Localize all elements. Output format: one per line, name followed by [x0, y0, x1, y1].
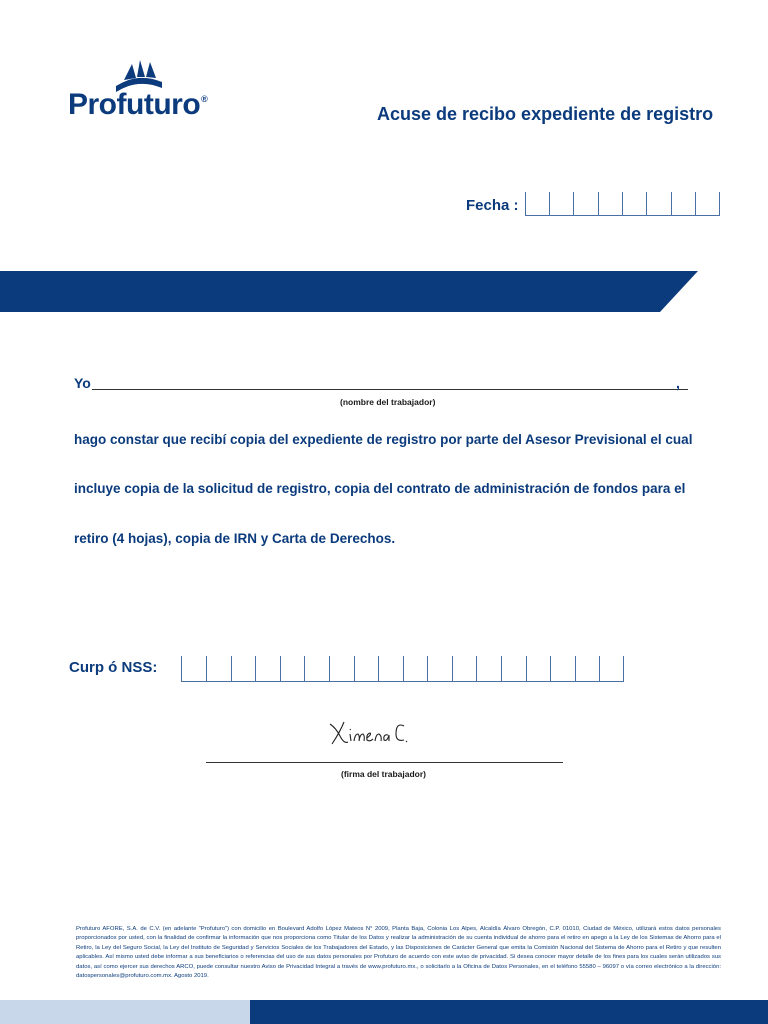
- curp-char-box[interactable]: [501, 656, 526, 682]
- footer-band-light: [0, 1000, 250, 1024]
- worker-name-line[interactable]: [92, 389, 688, 390]
- brand-name: Profuturo®: [68, 88, 208, 121]
- curp-char-box[interactable]: [550, 656, 575, 682]
- curp-char-box[interactable]: [231, 656, 256, 682]
- statement-line-3: retiro (4 hojas), copia de IRN y Carta de Derechos.: [74, 531, 396, 546]
- curp-char-box[interactable]: [255, 656, 280, 682]
- curp-char-box[interactable]: [181, 656, 206, 682]
- curp-char-box[interactable]: [280, 656, 305, 682]
- curp-char-box[interactable]: [427, 656, 452, 682]
- worker-prefix: Yo: [74, 375, 91, 391]
- signature-line[interactable]: [206, 762, 563, 763]
- date-digit-box[interactable]: [598, 192, 622, 216]
- curp-char-box[interactable]: [206, 656, 231, 682]
- date-digit-box[interactable]: [671, 192, 695, 216]
- curp-char-box[interactable]: [575, 656, 600, 682]
- document-title: Acuse de recibo expediente de registro: [377, 104, 714, 124]
- date-label: Fecha :: [466, 197, 519, 214]
- date-input-boxes[interactable]: [525, 192, 720, 216]
- curp-char-box[interactable]: [599, 656, 624, 682]
- curp-char-box[interactable]: [476, 656, 501, 682]
- worker-name-caption: (nombre del trabajador): [340, 397, 436, 407]
- curp-char-box[interactable]: [403, 656, 428, 682]
- profuturo-logo: [68, 58, 228, 128]
- date-digit-box[interactable]: [646, 192, 670, 216]
- handwritten-signature: [326, 714, 416, 750]
- curp-char-box[interactable]: [526, 656, 551, 682]
- date-field: [466, 190, 720, 216]
- curp-field: [69, 656, 624, 680]
- curp-char-box[interactable]: [304, 656, 329, 682]
- curp-char-box[interactable]: [452, 656, 477, 682]
- curp-input-boxes[interactable]: [181, 656, 624, 680]
- header-band: [0, 271, 698, 312]
- privacy-notice: Profuturo AFORE, S.A. de C.V. (en adelante “Profuturo”) con domicilio en Boulevard Adolfo López Mateos N° 2009, Planta Baja, Colonia Los Alpes, Alcaldía Álvaro Obregón, C.P. 01010, Ciudad de México, utilizará estos datos personales proporcionados por usted, con la finalidad de confirmar la información que nos proporciona como Titular de los Datos y realizar la administración de su cuenta individual de ahorro para el retiro en apego a la Ley de los Sistemas de Ahorro para el Retiro, la Ley del Seguro Social, la Ley del Instituto de Seguridad y Servicios Sociales de los Trabajadores del Estado, y las Disposiciones de Carácter General que emita la Comisión Nacional del Sistema de Ahorro para el Retiro y que resulten aplicables. Así mismo usted debe informar a sus beneficiarios o referencias del uso de sus datos personales por Profuturo de acuerdo con este aviso de privacidad. Si desea conocer mayor detalle de los fines para los cuales serán utilizados sus datos, así como ejercer sus derechos ARCO, puede consultar nuestro Aviso de Privacidad Integral a través de www.profuturo.mx., o solicitarlo a la Oficina de Datos Personales, en el teléfono 55580 – 96097 o vía correo electrónico a la dirección: datospersonales@profuturo.com.mx. Agosto 2019.: [76, 926, 721, 980]
- statement-line-2: incluye copia de la solicitud de registro, copia del contrato de administración de fondos para el: [74, 481, 686, 496]
- date-digit-box[interactable]: [525, 192, 549, 216]
- date-digit-box[interactable]: [695, 192, 719, 216]
- footer-band-dark: [250, 1000, 768, 1024]
- date-digit-box[interactable]: [622, 192, 646, 216]
- curp-char-box[interactable]: [354, 656, 379, 682]
- statement-line-1: hago constar que recibí copia del expediente de registro por parte del Asesor Previsional el cual: [74, 432, 693, 447]
- curp-label: Curp ó NSS:: [69, 659, 158, 676]
- date-digit-box[interactable]: [549, 192, 573, 216]
- worker-name-row: [74, 375, 694, 395]
- curp-char-box[interactable]: [378, 656, 403, 682]
- signature-caption: (firma del trabajador): [341, 769, 427, 779]
- date-digit-box[interactable]: [573, 192, 597, 216]
- curp-char-box[interactable]: [329, 656, 354, 682]
- worker-suffix: ,: [676, 375, 680, 391]
